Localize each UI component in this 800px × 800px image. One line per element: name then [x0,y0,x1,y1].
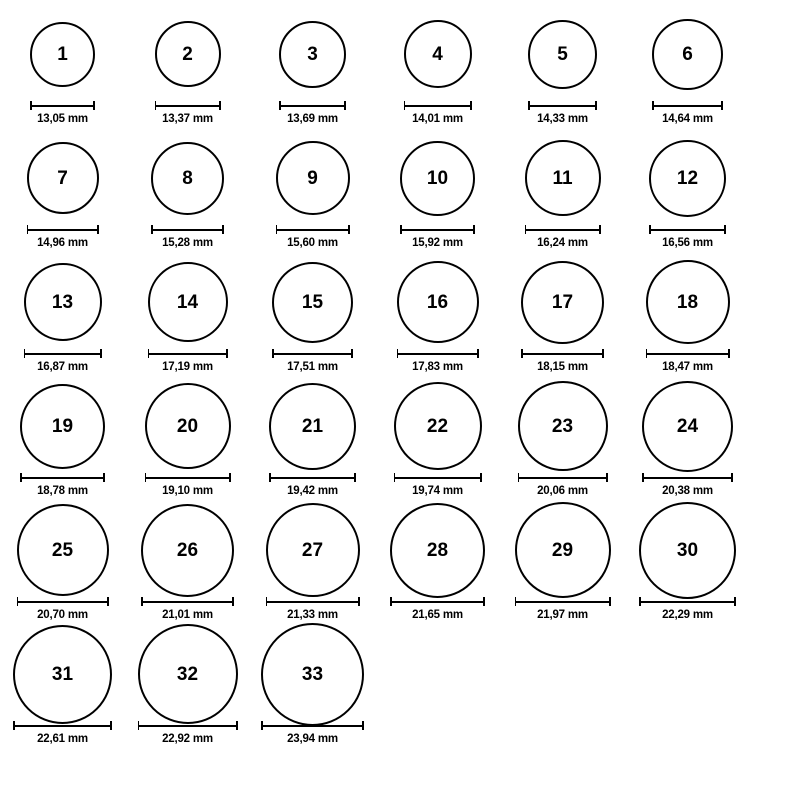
ring-size-cell[interactable] [0,504,125,621]
ring-diameter-label: 23,94 mm [287,733,338,745]
ring-circle-wrap [155,8,221,100]
ring-diameter-label: 20,38 mm [662,485,713,497]
ring-circle-wrap [639,504,736,596]
ring-circle-wrap [27,132,99,224]
ring-size-cell[interactable] [375,504,500,621]
ring-circle-wrap [269,380,356,472]
ring-diameter-label: 16,56 mm [662,237,713,249]
ring-circle-wrap [148,256,228,348]
ring-circle [394,382,482,470]
ring-size-number: 24 [676,415,699,437]
ring-circle-wrap [390,504,485,596]
ring-size-number: 10 [426,167,449,189]
ring-diameter-label: 21,33 mm [287,609,338,621]
caliper-icon [521,349,604,358]
ring-size-cell[interactable] [0,628,125,745]
ring-measurement [646,349,730,373]
ring-size-number: 8 [182,167,193,189]
ring-diameter-label: 14,01 mm [412,113,463,125]
ring-size-cell[interactable] [0,256,125,373]
caliper-icon [649,225,726,234]
ring-size-cell[interactable] [250,628,375,745]
ring-size-cell[interactable] [0,8,125,125]
ring-diameter-label: 13,69 mm [287,113,338,125]
ring-size-number: 22 [426,415,449,437]
ring-circle-wrap [649,132,726,224]
ring-measurement [642,473,733,497]
caliper-icon [269,473,356,482]
ring-diameter-label: 21,01 mm [162,609,213,621]
ring-size-number: 11 [552,167,573,189]
ring-size-cell[interactable] [125,132,250,249]
ring-size-cell[interactable] [125,8,250,125]
ring-size-row [0,380,800,504]
ring-measurement [276,225,350,249]
ring-size-number: 20 [176,415,199,437]
ring-measurement [261,721,364,745]
ring-circle [269,383,356,470]
ring-measurement [24,349,102,373]
ring-diameter-label: 20,06 mm [537,485,588,497]
ring-circle-wrap [394,380,482,472]
ring-diameter-label: 15,28 mm [162,237,213,249]
ring-circle-wrap [24,256,102,348]
ring-circle [27,142,99,214]
ring-circle-wrap [151,132,224,224]
ring-circle-wrap [518,380,608,472]
ring-measurement [400,225,475,249]
ring-size-number: 28 [426,539,449,561]
ring-size-cell[interactable] [500,380,625,497]
ring-size-number: 27 [301,539,324,561]
ring-diameter-label: 15,92 mm [412,237,463,249]
caliper-icon [266,597,360,606]
ring-size-row [0,504,800,628]
ring-size-number: 14 [176,291,199,313]
caliper-icon [390,597,485,606]
ring-size-cell[interactable] [250,380,375,497]
caliper-icon [394,473,482,482]
ring-size-cell[interactable] [375,132,500,249]
ring-size-cell[interactable] [500,504,625,621]
ring-size-number: 33 [301,663,324,685]
ring-size-cell[interactable] [0,380,125,497]
ring-circle-wrap [528,8,597,100]
ring-size-cell[interactable] [125,380,250,497]
caliper-icon [261,721,364,730]
caliper-icon [24,349,102,358]
ring-circle-wrap [266,504,360,596]
ring-diameter-label: 22,61 mm [37,733,88,745]
caliper-icon [30,101,95,110]
ring-circle [13,625,112,724]
ring-circle-wrap [652,8,723,100]
ring-measurement [145,473,231,497]
ring-circle [528,20,597,89]
ring-measurement [521,349,604,373]
ring-measurement [652,101,723,125]
ring-size-row [0,132,800,256]
ring-diameter-label: 19,10 mm [162,485,213,497]
ring-circle-wrap [17,504,109,596]
ring-measurement [272,349,353,373]
caliper-icon [646,349,730,358]
ring-diameter-label: 19,42 mm [287,485,338,497]
ring-measurement [30,101,95,125]
ring-circle-wrap [276,132,350,224]
ring-circle [145,383,231,469]
ring-circle [279,21,346,88]
ring-measurement [639,597,736,621]
ring-size-number: 23 [551,415,574,437]
ring-size-number: 3 [307,43,318,65]
ring-size-cell[interactable] [125,504,250,621]
ring-measurement [390,597,485,621]
ring-size-number: 4 [432,43,443,65]
ring-size-number: 21 [301,415,324,437]
caliper-icon [525,225,601,234]
caliper-icon [515,597,611,606]
ring-diameter-label: 21,65 mm [412,609,463,621]
ring-circle [266,503,360,597]
ring-size-cell[interactable] [625,132,750,249]
ring-circle [155,21,221,87]
ring-circle [141,504,234,597]
ring-size-number: 18 [676,291,699,313]
caliper-icon [17,597,109,606]
ring-circle-wrap [279,8,346,100]
caliper-icon [639,597,736,606]
caliper-icon [155,101,221,110]
ring-size-number: 7 [57,167,68,189]
ring-size-number: 32 [176,663,199,685]
ring-measurement [518,473,608,497]
ring-circle [642,381,733,472]
caliper-icon [27,225,99,234]
ring-size-cell[interactable] [500,256,625,373]
ring-measurement [515,597,611,621]
ring-measurement [17,597,109,621]
ring-size-number: 5 [557,43,568,65]
ring-size-cell[interactable] [0,132,125,249]
ring-size-grid [0,8,800,752]
ring-diameter-label: 13,37 mm [162,113,213,125]
ring-circle-wrap [30,8,95,100]
ring-diameter-label: 22,92 mm [162,733,213,745]
ring-circle [404,20,472,88]
ring-circle [30,22,95,87]
ring-size-cell[interactable] [375,8,500,125]
ring-circle [397,261,479,343]
ring-measurement [397,349,479,373]
caliper-icon [13,721,112,730]
caliper-icon [145,473,231,482]
ring-diameter-label: 14,96 mm [37,237,88,249]
ring-diameter-label: 15,60 mm [287,237,338,249]
ring-size-number: 6 [682,43,693,65]
ring-circle [518,381,608,471]
ring-measurement [148,349,228,373]
ring-circle [20,384,105,469]
ring-size-cell[interactable] [500,132,625,249]
ring-size-number: 19 [51,415,74,437]
ring-circle [151,142,224,215]
ring-diameter-label: 13,05 mm [37,113,88,125]
ring-measurement [20,473,105,497]
ring-circle-wrap [272,256,353,348]
caliper-icon [279,101,346,110]
ring-size-number: 16 [426,291,449,313]
ring-measurement [151,225,224,249]
ring-measurement [13,721,112,745]
caliper-icon [518,473,608,482]
ring-size-number: 25 [51,539,74,561]
ring-measurement [528,101,597,125]
ring-diameter-label: 14,64 mm [662,113,713,125]
ring-size-cell[interactable] [125,256,250,373]
ring-circle-wrap [404,8,472,100]
ring-circle [515,502,611,598]
ring-circle-wrap [397,256,479,348]
ring-circle-wrap [261,628,364,720]
ring-diameter-label: 18,78 mm [37,485,88,497]
ring-circle-wrap [138,628,238,720]
ring-circle [390,503,485,598]
ring-circle [276,141,350,215]
ring-size-cell[interactable] [625,380,750,497]
ring-diameter-label: 17,19 mm [162,361,213,373]
caliper-icon [652,101,723,110]
ring-diameter-label: 16,24 mm [537,237,588,249]
ring-size-number: 15 [301,291,324,313]
ring-size-cell[interactable] [625,256,750,373]
caliper-icon [397,349,479,358]
ring-circle [639,502,736,599]
caliper-icon [151,225,224,234]
ring-size-number: 12 [676,167,699,189]
ring-size-number: 17 [551,291,574,313]
ring-diameter-label: 18,15 mm [537,361,588,373]
ring-circle [24,263,102,341]
ring-size-cell[interactable] [250,256,375,373]
caliper-icon [138,721,238,730]
ring-circle [525,140,601,216]
caliper-icon [528,101,597,110]
ring-circle [400,141,475,216]
ring-circle [272,262,353,343]
ring-size-cell[interactable] [375,256,500,373]
ring-size-number: 26 [176,539,199,561]
ring-diameter-label: 17,83 mm [412,361,463,373]
caliper-icon [400,225,475,234]
ring-circle-wrap [141,504,234,596]
caliper-icon [148,349,228,358]
ring-size-cell[interactable] [125,628,250,745]
ring-measurement [649,225,726,249]
ring-diameter-label: 16,87 mm [37,361,88,373]
ring-size-cell[interactable] [250,8,375,125]
ring-measurement [138,721,238,745]
ring-size-number: 13 [51,291,74,313]
ring-circle-wrap [13,628,112,720]
ring-measurement [27,225,99,249]
ring-size-number: 29 [551,539,574,561]
ring-size-number: 30 [676,539,699,561]
ring-diameter-label: 18,47 mm [662,361,713,373]
ring-circle-wrap [521,256,604,348]
ring-circle [148,262,228,342]
ring-size-cell[interactable] [625,504,750,621]
ring-circle [646,260,730,344]
ring-circle-wrap [20,380,105,472]
ring-diameter-label: 17,51 mm [287,361,338,373]
ring-circle-wrap [646,256,730,348]
ring-size-row [0,8,800,132]
ring-measurement [141,597,234,621]
ring-size-number: 2 [182,43,193,65]
ring-size-number: 1 [57,43,68,65]
ring-diameter-label: 19,74 mm [412,485,463,497]
ring-diameter-label: 14,33 mm [537,113,588,125]
ring-circle [649,140,726,217]
ring-measurement [269,473,356,497]
ring-measurement [394,473,482,497]
ring-circle-wrap [642,380,733,472]
ring-measurement [404,101,472,125]
ring-circle [138,624,238,724]
ring-circle-wrap [515,504,611,596]
ring-measurement [279,101,346,125]
ring-size-row [0,628,800,752]
ring-circle [652,19,723,90]
caliper-icon [404,101,472,110]
caliper-icon [141,597,234,606]
ring-size-cell[interactable] [375,380,500,497]
ring-circle-wrap [145,380,231,472]
ring-circle-wrap [525,132,601,224]
caliper-icon [20,473,105,482]
ring-size-number: 9 [307,167,318,189]
ring-diameter-label: 20,70 mm [37,609,88,621]
ring-measurement [155,101,221,125]
ring-size-cell[interactable] [250,132,375,249]
ring-measurement [266,597,360,621]
ring-circle [521,261,604,344]
caliper-icon [642,473,733,482]
ring-circle-wrap [400,132,475,224]
ring-size-cell[interactable] [625,8,750,125]
ring-size-cell[interactable] [500,8,625,125]
ring-circle [261,623,364,726]
ring-size-cell[interactable] [250,504,375,621]
ring-measurement [525,225,601,249]
ring-circle [17,504,109,596]
caliper-icon [276,225,350,234]
caliper-icon [272,349,353,358]
ring-size-row [0,256,800,380]
ring-size-number: 31 [51,663,74,685]
ring-diameter-label: 21,97 mm [537,609,588,621]
ring-diameter-label: 22,29 mm [662,609,713,621]
